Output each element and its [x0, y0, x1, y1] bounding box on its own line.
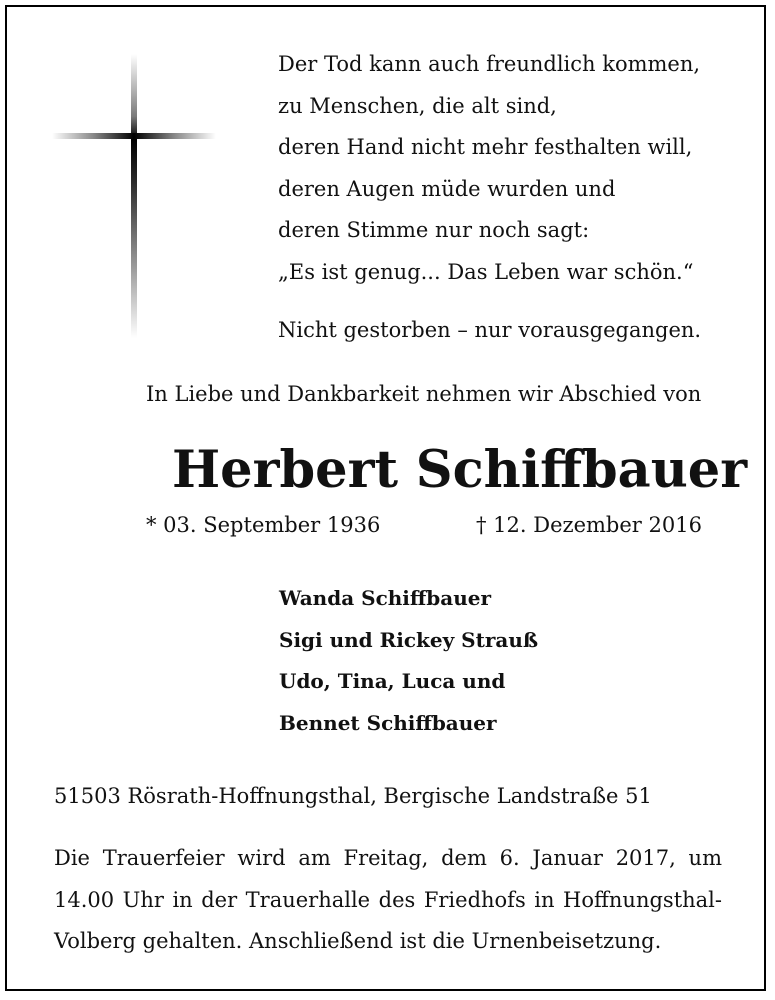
notice-line: Volberg gehalten. Anschließend ist die Urnenbeisetzung.	[54, 929, 662, 953]
notice-line: 14.00 Uhr in der Trauerhalle des Friedhofs in Hoffnungsthal-	[54, 887, 722, 912]
birth-date: * 03. September 1936	[146, 513, 381, 537]
poem-closing: Nicht gestorben – nur vorausgegangen.	[278, 317, 702, 342]
funeral-notice	[54, 838, 722, 963]
poem-line: zu Menschen, die alt sind,	[278, 93, 557, 118]
poem	[278, 44, 748, 351]
address: 51503 Rösrath-Hoffnungsthal, Bergische Landstraße 51	[54, 784, 652, 808]
poem-line: deren Augen müde wurden und	[278, 176, 616, 201]
poem-line: deren Hand nicht mehr festhalten will,	[278, 135, 693, 160]
family-member: Wanda Schiffbauer	[279, 586, 492, 610]
notice-line: Die Trauerfeier wird am Freitag, dem 6. Januar 2017, um	[54, 846, 722, 870]
family-member: Bennet Schiffbauer	[279, 710, 497, 735]
poem-line: deren Stimme nur noch sagt:	[278, 218, 590, 243]
cross-icon	[52, 54, 216, 338]
poem-line: Der Tod kann auch freundlich kommen,	[278, 52, 701, 76]
family-member: Udo, Tina, Luca und	[279, 669, 506, 693]
family-list	[279, 578, 538, 744]
deceased-name: Herbert Schiffbauer	[172, 440, 748, 500]
death-date: † 12. Dezember 2016	[476, 513, 702, 537]
family-member: Sigi und Rickey Strauß	[279, 627, 539, 652]
farewell-intro: In Liebe und Dankbarkeit nehmen wir Abschied von	[146, 382, 702, 406]
poem-line: „Es ist genug... Das Leben war schön.“	[278, 259, 694, 284]
